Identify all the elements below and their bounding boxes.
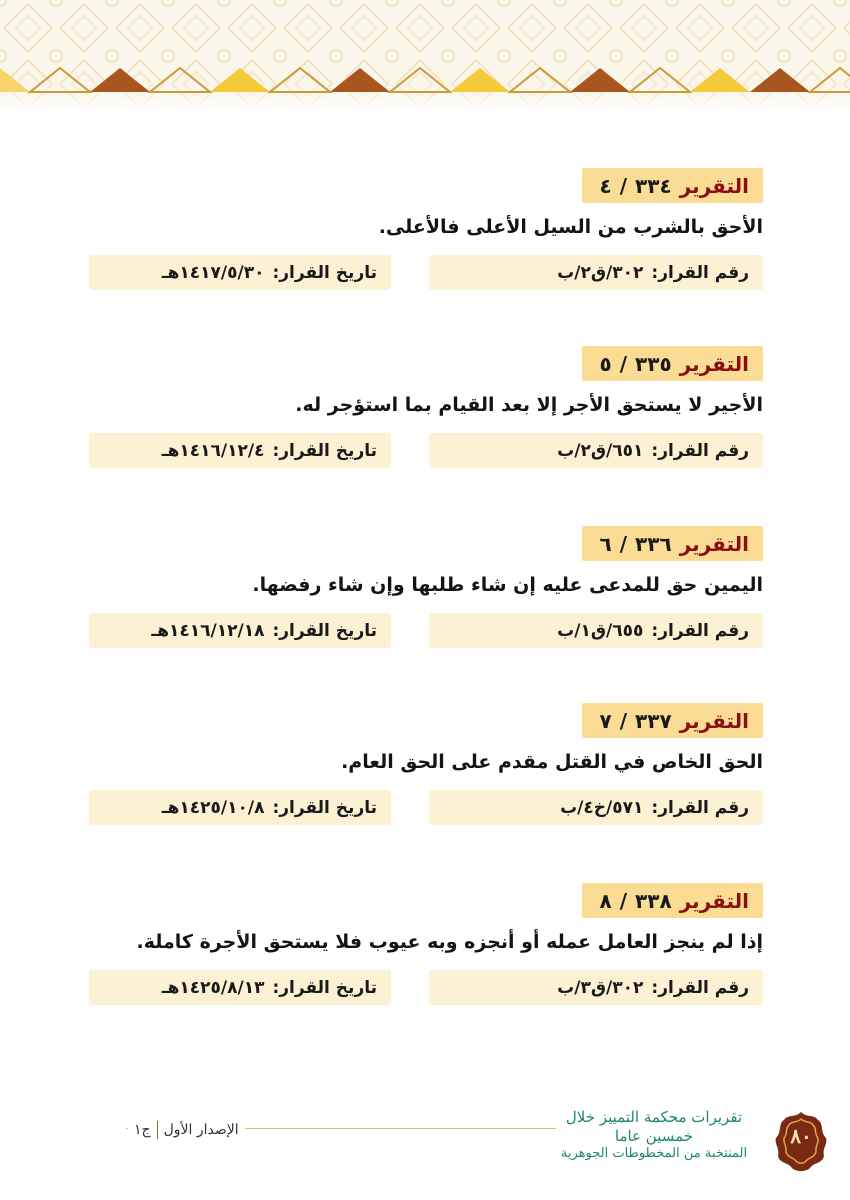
report-title-word: التقرير — [679, 173, 749, 198]
decision-date-value: ١٤٢٥/٨/١٣هـ — [161, 977, 265, 998]
report-statement: الحق الخاص في القتل مقدم على الحق العام. — [341, 751, 763, 773]
report-title-word: التقرير — [679, 888, 749, 913]
report-statement: الأحق بالشرب من السيل الأعلى فالأعلى. — [378, 216, 763, 238]
report-title-badge — [582, 346, 763, 381]
decision-date-label: تاريخ القرار: — [272, 797, 377, 818]
decision-date-field — [89, 970, 391, 1005]
report-title-word: التقرير — [679, 708, 749, 733]
decision-date-label: تاريخ القرار: — [272, 262, 377, 283]
report-statement: إذا لم ينجز العامل عمله أو أنجزه وبه عيوب فلا يستحق الأجرة كاملة. — [136, 931, 763, 953]
report-separator: / — [619, 708, 628, 733]
report-separator: / — [619, 173, 628, 198]
volume-label: ج١ — [134, 1122, 151, 1138]
decision-number-field — [429, 970, 763, 1005]
decision-date-value: ١٤١٦/١٢/١٨هـ — [151, 620, 265, 641]
decision-number-field — [429, 433, 763, 468]
decision-date-value: ١٤١٧/٥/٣٠هـ — [161, 262, 265, 283]
decision-number-field — [429, 613, 763, 648]
book-title-line2: المنتخبة من المخطوطات الجوهرية — [560, 1145, 748, 1161]
decision-date-value: ١٤٢٥/١٠/٨هـ — [161, 797, 265, 818]
report-separator: / — [619, 531, 628, 556]
report-title-badge — [582, 168, 763, 203]
header-triangle-border — [0, 66, 850, 100]
footer-edition — [128, 1118, 245, 1142]
decision-date-label: تاريخ القرار: — [272, 620, 377, 641]
decision-date-field — [89, 433, 391, 468]
report-entry — [0, 883, 850, 1033]
report-title-badge — [582, 526, 763, 561]
report-number: ٣٣٥ — [635, 351, 672, 376]
decision-number-label: رقم القرار: — [651, 977, 749, 998]
report-statement: اليمين حق للمدعى عليه إن شاء طلبها وإن شاء رفضها. — [252, 574, 763, 596]
decision-date-value: ١٤١٦/١٢/٤هـ — [161, 440, 265, 461]
report-statement: الأجير لا يستحق الأجر إلا بعد القيام بما استؤجر له. — [295, 394, 763, 416]
decision-date-label: تاريخ القرار: — [272, 977, 377, 998]
report-title-badge — [582, 883, 763, 918]
report-title-badge — [582, 703, 763, 738]
report-entry — [0, 526, 850, 676]
book-title-line1: تقريرات محكمة التمييز خلال خمسين عاما — [565, 1108, 743, 1145]
decision-number-field — [429, 255, 763, 290]
edition-label: الإصدار الأول — [163, 1122, 239, 1138]
decision-number-value: ٥٧١/خ٤/ب — [560, 797, 644, 818]
decision-date-field — [89, 790, 391, 825]
decision-number-field — [429, 790, 763, 825]
report-number: ٣٣٦ — [635, 531, 672, 556]
report-entry — [0, 168, 850, 318]
decision-date-field — [89, 613, 391, 648]
report-separator: / — [619, 351, 628, 376]
decision-number-value: ٣٠٢/ق٣/ب — [557, 977, 644, 998]
report-index: ٦ — [599, 531, 612, 556]
decision-number-label: رقم القرار: — [651, 620, 749, 641]
decision-number-label: رقم القرار: — [651, 440, 749, 461]
report-number: ٣٣٨ — [635, 888, 672, 913]
report-entry — [0, 703, 850, 853]
report-index: ٥ — [599, 351, 612, 376]
decision-date-label: تاريخ القرار: — [272, 440, 377, 461]
header-ornament — [0, 0, 850, 112]
report-entry — [0, 346, 850, 496]
report-index: ٤ — [599, 173, 612, 198]
decision-number-value: ٦٥٥/ق١/ب — [557, 620, 644, 641]
decision-number-label: رقم القرار: — [651, 797, 749, 818]
page-number: ٨٠ — [790, 1124, 812, 1148]
decision-date-field — [89, 255, 391, 290]
decision-number-label: رقم القرار: — [651, 262, 749, 283]
book-title — [548, 1108, 760, 1162]
report-number: ٣٣٤ — [635, 173, 672, 198]
report-number: ٣٣٧ — [635, 708, 672, 733]
edition-divider — [157, 1121, 158, 1139]
report-separator: / — [619, 888, 628, 913]
report-index: ٧ — [599, 708, 612, 733]
report-title-word: التقرير — [679, 351, 749, 376]
report-title-word: التقرير — [679, 531, 749, 556]
decision-number-value: ٣٠٢/ق٢/ب — [557, 262, 644, 283]
report-index: ٨ — [599, 888, 612, 913]
decision-number-value: ٦٥١/ق٢/ب — [557, 440, 644, 461]
